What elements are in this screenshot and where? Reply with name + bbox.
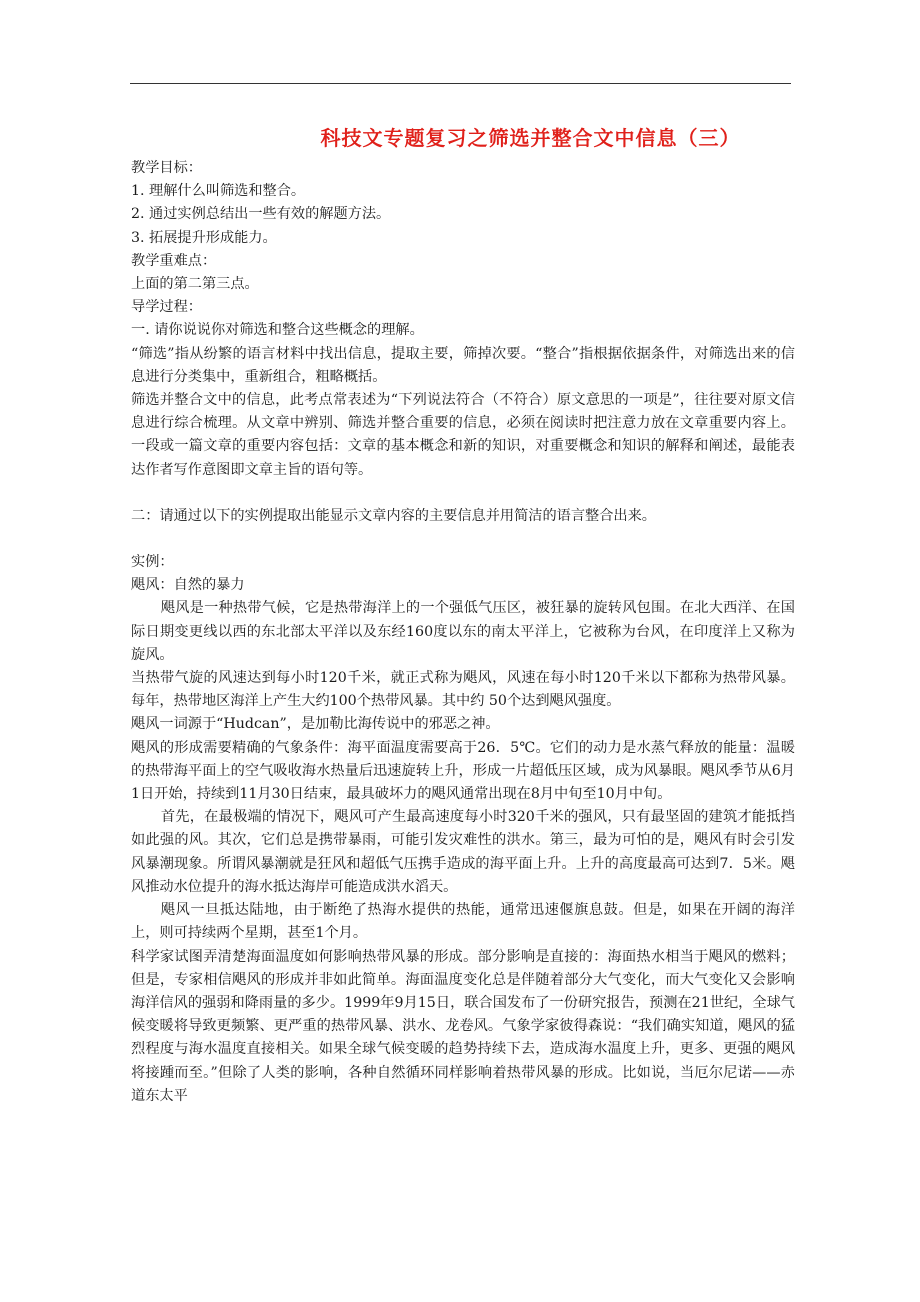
key-points-heading: 教学重难点： xyxy=(131,252,217,269)
section1-paragraph: 筛选并整合文中的信息，此考点常表述为“下列说法符合（不符合）原文意思的一项是”，往往要对原文信息进行综合梳理。从文章中辨别、筛选并整合重要的信息，必须在阅读时把注意力放在文章重要内容上。一段或一篇文章的重要内容包括：文章的基本概念和新的知识，对重要概念和知识的解释和阐述，最能表达作者写作意图即文章主旨的语句等。 xyxy=(131,392,795,478)
article-paragraph: 当热带气旋的风速达到每小时120千米，就正式称为飓风，风速在每小时120千米以下都称为热带风暴。每年，热带地区海洋上产生大约100个热带风暴。其中约 50个达到飓风强度。 xyxy=(131,670,795,710)
spacer xyxy=(131,482,795,505)
section1-heading: 一. 请你说说你对筛选和整合这些概念的理解。 xyxy=(131,322,424,339)
objective-item: 2. 通过实例总结出一些有效的解题方法。 xyxy=(131,206,391,223)
section2-heading: 二：请通过以下的实例提取出能显示文章内容的主要信息并用简洁的语言整合出来。 xyxy=(131,507,656,524)
article-paragraph: 飓风一旦抵达陆地，由于断绝了热海水提供的热能，通常迅速偃旗息鼓。但是，如果在开阔的海洋上，则可持续两个星期，甚至1个月。 xyxy=(131,902,795,942)
document-body xyxy=(131,157,795,1108)
objective-item: 3. 拓展提升形成能力。 xyxy=(131,229,277,246)
article-paragraph: 飓风一词源于“Hudcan”，是加勒比海传说中的邪恶之神。 xyxy=(131,716,500,733)
objective-item: 1. 理解什么叫筛选和整合。 xyxy=(131,183,306,200)
example-label: 实例： xyxy=(131,554,174,571)
key-points-text: 上面的第二第三点。 xyxy=(131,276,259,293)
article-paragraph: 飓风的形成需要精确的气象条件：海平面温度需要高于26．5℃。它们的动力是水蒸气释放的能量：温暖的热带海平面上的空气吸收海水热量后迅速旋转上升，形成一片超低压区域，成为风暴眼。飓风季节从6月1日开始，持续到11月30日结束，最具破坏力的飓风通常出现在8月中旬至10月中旬。 xyxy=(131,739,795,803)
document-title: 科技文专题复习之筛选并整合文中信息（三） xyxy=(320,126,741,150)
article-paragraph: 科学家试图弄清楚海面温度如何影响热带风暴的形成。部分影响是直接的：海面热水相当于飓风的燃料；但是，专家相信飓风的形成并非如此简单。海面温度变化总是伴随着部分大气变化，而大气变化又会影响海洋信风的强弱和降雨量的多少。1999年9月15日，联合国发布了一份研究报告，预测在21世纪，全球气候变暖将导致更频繁、更严重的热带风暴、洪水、龙卷风。气象学家彼得森说：“我们确实知道，飓风的猛烈程度与海水温度直接相关。如果全球气候变暖的趋势持续下去，造成海水温度上升，更多、更强的飓风将接踵而至。”但除了人类的影响，各种自然循环同样影响着热带风暴的形成。比如说，当厄尔尼诺——赤道东太平 xyxy=(131,948,795,1104)
article-paragraph: 飓风是一种热带气候，它是热带海洋上的一个强低气压区，被狂暴的旋转风包围。在北大西洋、在国际日期变更线以西的东北部太平洋以及东经160度以东的南太平洋上，它被称为台风，在印度洋上又称为旋风。 xyxy=(131,600,795,663)
process-heading: 导学过程： xyxy=(131,299,202,316)
article-title: 飓风：自然的暴力 xyxy=(131,577,245,594)
header-rule xyxy=(130,83,791,84)
section1-paragraph: “筛选”指从纷繁的语言材料中找出信息，提取主要，筛掉次要。“整合”指根据依据条件，对筛选出来的信息进行分类集中，重新组合，粗略概括。 xyxy=(131,345,795,385)
objectives-heading: 教学目标： xyxy=(131,160,202,176)
article-paragraph: 首先，在最极端的情况下，飓风可产生最高速度每小时320千米的强风，只有最坚固的建筑才能抵挡如此强的风。其次，它们总是携带暴雨，可能引发灾难性的洪水。第三，最为可怕的是，飓风有时会引发风暴潮现象。所谓风暴潮就是狂风和超低气压携手造成的海平面上升。上升的高度最高可达到7．5米。飓风推动水位提升的海水抵达海岸可能造成洪水滔天。 xyxy=(131,809,795,895)
spacer xyxy=(131,528,795,551)
